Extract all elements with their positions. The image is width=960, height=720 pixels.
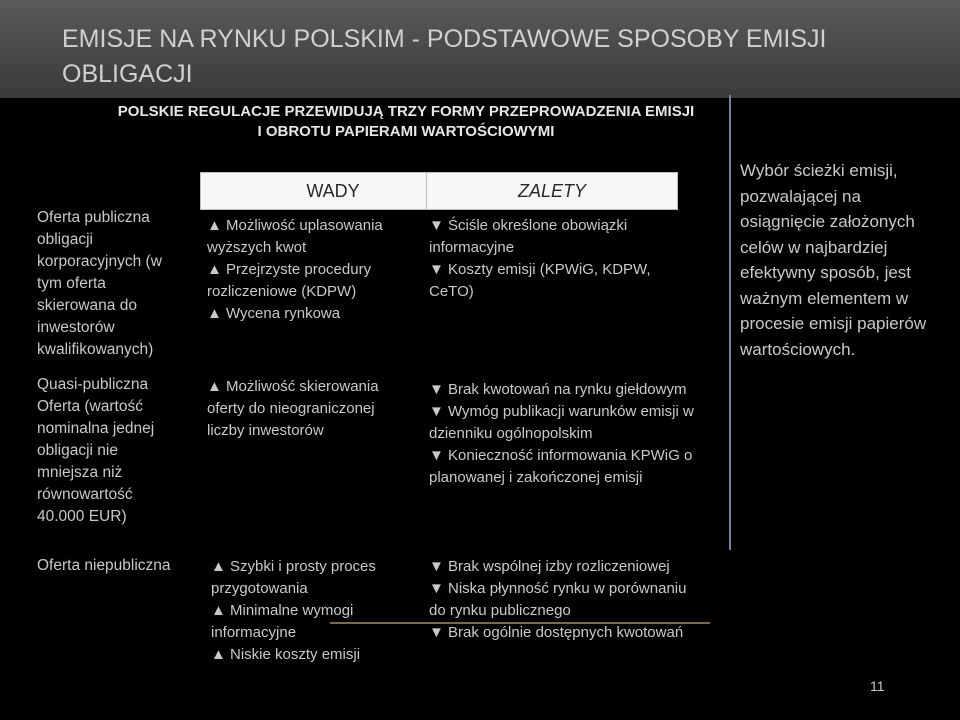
zalety-item: ▼ Konieczność informowania KPWiG o	[429, 447, 693, 464]
row-1-zalety	[429, 215, 719, 303]
zalety-item: planowanej i zakończonej emisji	[429, 469, 643, 486]
zalety-item: dzienniku ogólnopolskim	[429, 425, 593, 442]
zalety-item: ▼ Niska płynność rynku w porównaniu	[429, 580, 687, 597]
row-3-zalety	[429, 556, 724, 644]
row-label-private-offer: Oferta niepubliczna	[37, 557, 171, 574]
wady-item: ▲ Możliwość skierowania	[207, 378, 379, 395]
slide-title: EMISJE NA RYNKU POLSKIM - PODSTAWOWE SPOSOBY EMISJI OBLIGACJI	[62, 25, 827, 88]
wady-item: ▲ Przejrzyste procedury	[207, 261, 372, 278]
row-label-quasi-public-offer: Quasi-publiczna Oferta (wartość nominalna jednej obligacji nie mniejsza niż równowartość 40.000 EUR)	[37, 376, 155, 525]
slide-subtitle	[96, 102, 716, 142]
zalety-item: ▼ Ściśle określone obowiązki	[429, 217, 628, 234]
zalety-item: ▼ Koszty emisji (KPWiG, KDPW,	[429, 261, 651, 278]
wady-item: ▲ Szybki i prosty proces	[211, 558, 376, 575]
wady-item: informacyjne	[211, 624, 297, 641]
wady-item: ▲ Wycena rynkowa	[207, 305, 341, 322]
row-3-wady	[211, 556, 431, 666]
zalety-item: ▼ Wymóg publikacji warunków emisji w	[429, 403, 694, 420]
zalety-item: ▼ Brak kwotowań na rynku giełdowym	[429, 381, 687, 398]
wady-item: ▲ Niskie koszty emisji	[211, 646, 361, 663]
zalety-item: informacyjne	[429, 239, 515, 256]
row-2-zalety	[429, 379, 724, 489]
subtitle-line: POLSKIE REGULACJE PRZEWIDUJĄ TRZY FORMY PRZEPROWADZENIA EMISJI	[117, 103, 695, 120]
divider-line	[729, 95, 731, 550]
page-number: 11	[870, 678, 885, 694]
wady-item: oferty do nieograniczonej	[207, 400, 375, 417]
wady-item: liczby inwestorów	[207, 422, 324, 439]
zalety-item: ▼ Brak wspólnej izby rozliczeniowej	[429, 558, 670, 575]
wady-item: ▲ Minimalne wymogi	[211, 602, 354, 619]
subtitle-line: I OBROTU PAPIERAMI WARTOŚCIOWYMI	[257, 123, 555, 140]
zalety-item: CeTO)	[429, 283, 474, 300]
side-note: Wybór ścieżki emisji, pozwalającej na osiągnięcie założonych celów w najbardziej efektywny sposób, jest ważnym elementem w procesie emisji papierów wartościowych.	[740, 161, 927, 359]
row-1-wady	[207, 215, 427, 325]
wady-header: WADY	[200, 172, 466, 210]
zalety-item: do rynku publicznego	[429, 602, 571, 619]
wady-item: ▲ Możliwość uplasowania	[207, 217, 383, 234]
decorative-underline	[330, 622, 710, 624]
zalety-item: ▼ Brak ogólnie dostępnych kwotowań	[429, 624, 684, 641]
wady-item: rozliczeniowe (KDPW)	[207, 283, 357, 300]
wady-item: przygotowania	[211, 580, 308, 597]
row-label-public-offer: Oferta publiczna obligacji korporacyjnych (w tym oferta skierowana do inwestorów kwalifikowanych)	[37, 209, 162, 358]
row-2-wady	[207, 376, 427, 442]
wady-item: wyższych kwot	[207, 239, 307, 256]
zalety-header: ZALETY	[426, 172, 678, 210]
